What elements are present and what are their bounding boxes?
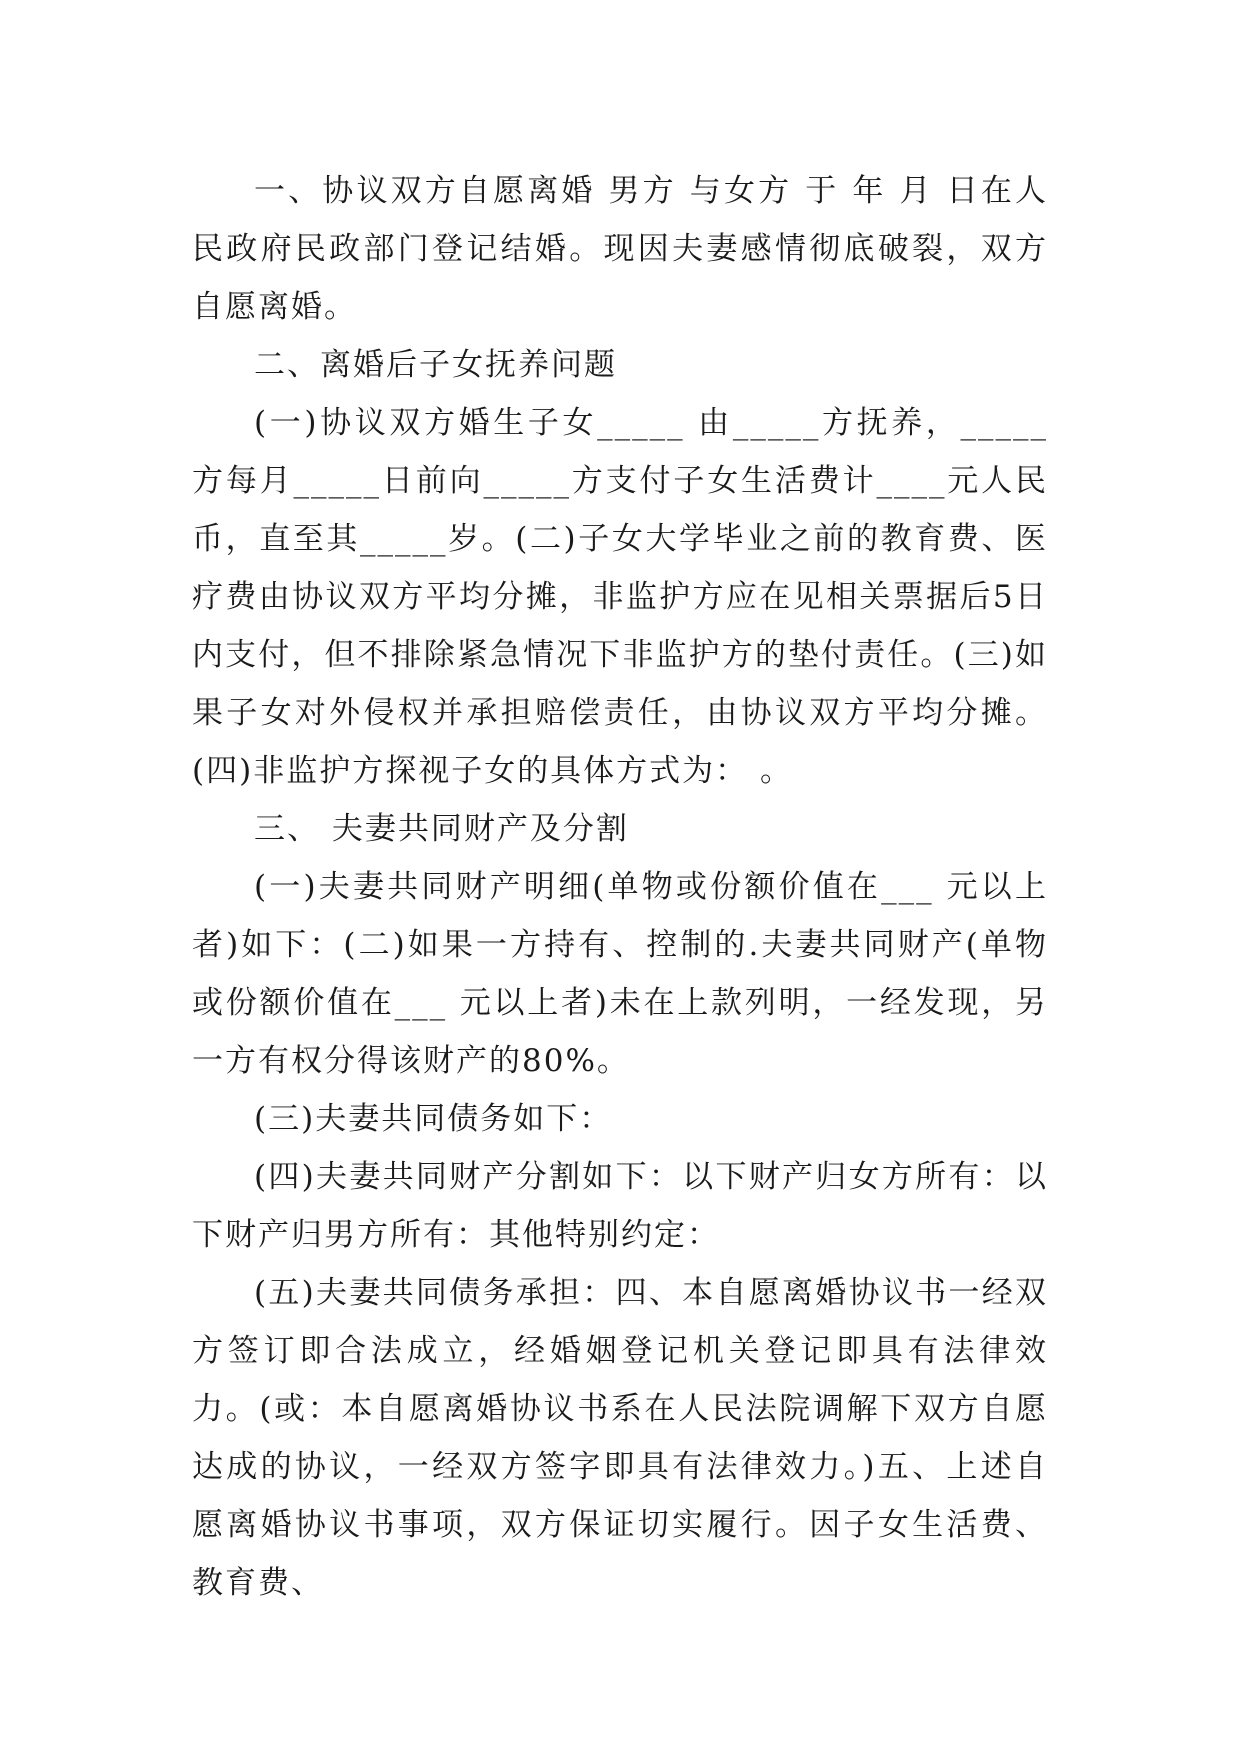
paragraph-property-division: (四)夫妻共同财产分割如下：以下财产归女方所有：以下财产归男方所有：其他特别约定：	[192, 1159, 1048, 1253]
paragraph-property-details: (一)夫妻共同财产明细(单物或份额价值在___ 元以上者)如下：(二)如果一方持有、控制的.夫妻共同财产(单物或份额价值在___ 元以上者)未在上款列明，一经发现，另一方有权分得该财产的80%。	[192, 869, 1048, 1079]
heading-joint-property: 三、 夫妻共同财产及分割	[254, 811, 629, 847]
paragraph-debt-bearing: (五)夫妻共同债务承担：四、本自愿离婚协议书一经双方签订即合法成立，经婚姻登记机关登记即具有法律效力。(或：本自愿离婚协议书系在人民法院调解下双方自愿达成的协议，一经双方签字即具有法律效力。)五、上述自愿离婚协议书事项，双方保证切实履行。因子女生活费、教育费、	[192, 1275, 1048, 1601]
paragraph-marriage-dissolution: 一、协议双方自愿离婚 男方 与女方 于 年 月 日在人民政府民政部门登记结婚。现因夫妻感情彻底破裂，双方自愿离婚。	[192, 173, 1048, 325]
document-body	[192, 162, 1048, 1612]
paragraph-joint-debts: (三)夫妻共同债务如下：	[254, 1101, 613, 1137]
heading-child-custody: 二、离婚后子女抚养问题	[254, 347, 617, 383]
paragraph-child-support: (一)协议双方婚生子女_____ 由_____方抚养，_____方每月_____日前向_____方支付子女生活费计____元人民币，直至其_____岁。(二)子女大学毕业之前的教育费、医疗费由协议双方平均分摊，非监护方应在见相关票据后5日内支付，但不排除紧急情况下非监护方的垫付责任。(三)如果子女对外侵权并承担赔偿责任，由协议双方平均分摊。(四)非监护方探视子女的具体方式为： 。	[192, 405, 1048, 789]
